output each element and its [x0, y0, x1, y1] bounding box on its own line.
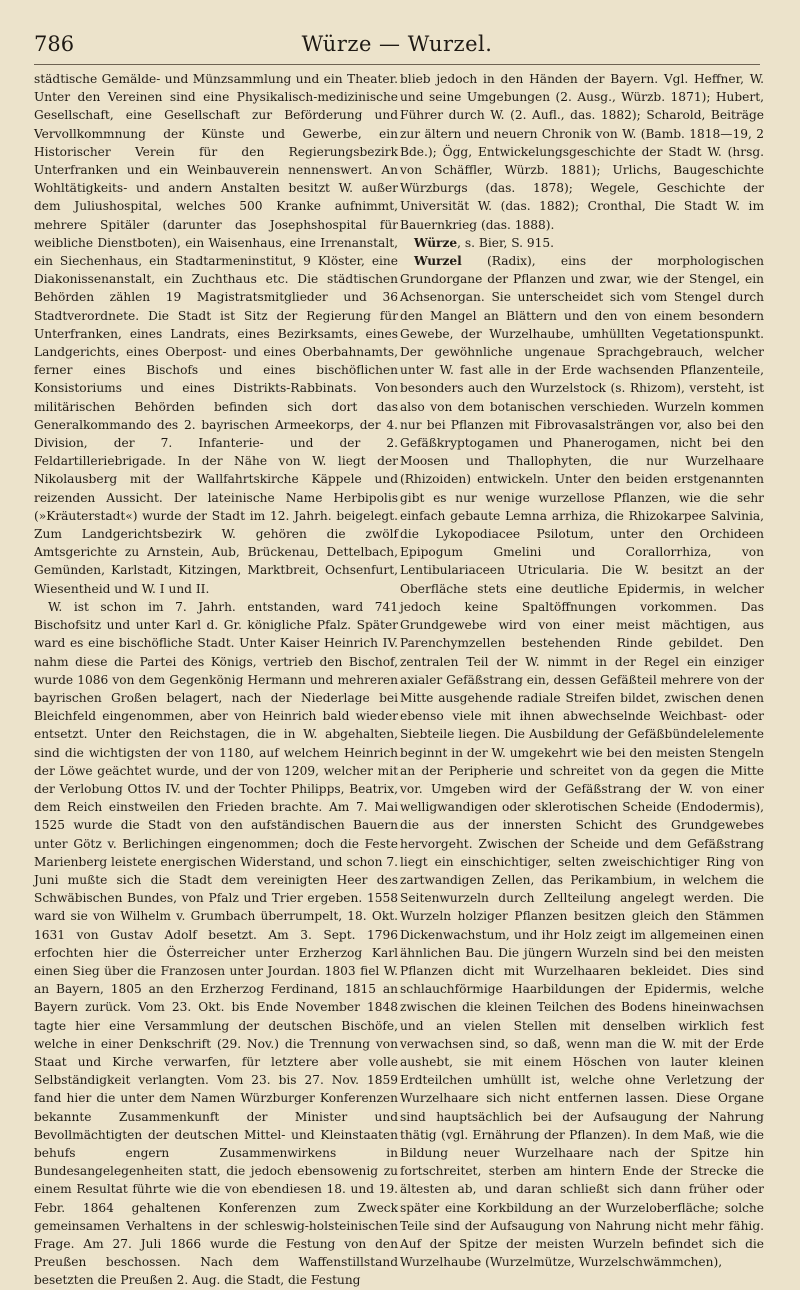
entry-text: , s. Bier, S. 915.	[457, 235, 555, 250]
entry-wuerze	[400, 234, 764, 252]
paragraph: städtische Gemälde- und Münzsammlung und ein Theater. Unter den Vereinen sind eine Physikalisch-medizinische Gesellschaft, eine Gesellschaft zur Beförderung und Vervollkommnung der Künste und Gewerbe, ein Historischer Verein für den Regierungsbezirk Unterfranken und ein Weinbauverein nennenswert. An Wohltätigkeits- und andern Anstalten besitzt W. außer dem Juliushospital, welches 500 Kranke aufnimmt, mehrere Spitäler (darunter das Josephshospital für weibliche Dienstboten), ein Waisenhaus, eine Irrenanstalt, ein Siechenhaus, ein Stadtarmeninstitut, 9 Klöster, eine Diakonissenanstalt, ein Zuchthaus etc. Die städtischen Behörden zählen 19 Magistratsmitglieder und 36 Stadtverordnete. Die Stadt ist Sitz der Regierung für Unterfranken, eines Landrats, eines Bezirksamts, eines Landgerichts, eines Oberpost- und eines Oberbahnamts, ferner eines Bischofs und eines bischöflichen Konsistoriums und eines Distrikts-Rabbinats. Von militärischen Behörden befinden sich dort das Generalkommando des 2. bayrischen Armeekorps, der 4. Division, der 7. Infanterie- und der 2. Feldartilleriebrigade. In der Nähe von W. liegt der Nikolausberg mit der Wallfahrtskirche Käppele und reizenden Aussicht. Der lateinische Name Herbipolis (»Kräuterstadt«) wurde der Stadt im 12. Jahrh. beigelegt. Zum Landgerichtsbezirk W. gehören die zwölf Amtsgerichte zu Arnstein, Aub, Brückenau, Dettelbach, Gemünden, Karlstadt, Kitzingen, Marktbreit, Ochsenfurt, Wiesentheid und W. I und II.	[34, 72, 398, 596]
paragraph: W. ist schon im 7. Jahrh. entstanden, ward 741 Bischofsitz und unter Karl d. Gr. königliche Pfalz. Später ward es eine bischöfliche Stadt. Unter Kaiser Heinrich IV. nahm diese die Partei des Königs, vertrieb den Bischof, wurde 1086 von dem Gegenkönig Hermann und mehreren bayrischen Großen belagert, nach der Niederlage bei Bleichfeld eingenommen, aber von Heinrich bald wieder entsetzt. Unter den Reichstagen, die in W. abgehalten, sind die wichtigsten der von 1180, auf welchem Heinrich der Löwe geächtet wurde, und der von 1209, welcher mit der Verlobung Ottos IV. und der Tochter Philipps, Beatrix, dem Reich einstweilen den Frieden brachte. Am 7. Mai 1525 wurde die Stadt von den aufständischen Bauern unter Götz v. Berlichingen eingenommen; doch die Feste Marienberg leistete energischen Widerstand, und schon 7. Juni mußte sich die Stadt dem vereinigten Heer des Schwäbischen Bundes, von Pfalz und Trier ergeben. 1558 ward sie von Wilhelm v. Grumbach überrumpelt, 18. Okt. 1631 von Gustav Adolf besetzt. Am 3. Sept. 1796 erfochten hier die Österreicher unter Erzherzog Karl einen Sieg über die Franzosen unter Jourdan. 1803 fiel W. an Bayern, 1805 an den Erzherzog Ferdinand, 1815 an Bayern zurück. Vom 23. Okt. bis Ende November 1848 tagte hier eine Versammlung der deutschen Bischöfe, welche in einer Denkschrift (29. Nov.) die Trennung von Staat und Kirche verwarfen, für letztere aber volle Selbständigkeit verlangten. Vom 23. bis 27. Nov. 1859 fand hier die unter dem Namen Würzburger Konferenzen bekannte Zusammenkunft der Minister und Bevollmächtigten der deutschen Mittel- und Kleinstaaten behufs engern Zusammenwirkens in Bundesangelegenheiten statt, die jedoch ebensowenig zu einem Resultat führte wie die von ebendiesen 18. und 19. Febr. 1864 gehaltenen Konferenzen zum Zweck gemeinsamen Verhaltens in der schleswig-holsteinischen Frage. Am 27. Juli 1866 wurde die Festung von den Preußen beschossen. Nach dem Waffenstillstand besetzten die Preußen 2. Aug. die Stadt, die Festung	[34, 599, 398, 1288]
entry-text: (Radix), eins der morphologischen Grundorgane der Pflanzen und zwar, wie der Stengel, ein Achsenorgan. Sie unterscheidet sich vom Stengel durch den Mangel an Blättern und den von einem besondern Gewebe, der Wurzelhaube, umhüllten Vegetationspunkt. Der gewöhnliche ungenaue Sprachgebrauch, welcher unter W. fast alle in der Erde wachsenden Pflanzenteile, besonders auch den Wurzelstock (s. Rhizom), versteht, ist also von dem botanischen verschieden. Wurzeln kommen nur bei Pflanzen mit Fibrovasalsträngen vor, also bei den Gefäßkryptogamen und Phanerogamen, nicht bei den Moosen und Thallophyten, die nur Wurzelhaare (Rhizoiden) entwickeln. Unter den beiden erstgenannten gibt es nur wenige wurzellose Pflanzen, wie die sehr einfach gebaute Lemna arrhiza, die Rhizokarpee Salvinia, die Lykopodiacee Psilotum, unter den Orchideen Epipogum Gmelini und Corallorrhiza, von Lentibulariaceen Utricularia. Die W. besitzt an der Oberfläche stets eine deutliche Epidermis, in welcher jedoch keine Spaltöffnungen vorkommen. Das Grundgewebe wird von einer meist mächtigen, aus Parenchymzellen bestehenden Rinde gebildet. Den zentralen Teil der W. nimmt in der Regel ein einziger axialer Gefäßstrang ein, dessen Gefäßteil mehrere von der Mitte ausgehende radiale Streifen bildet, zwischen denen ebenso viele mit ihnen abwechselnde Weichbast- oder Siebteile liegen. Die Ausbildung der Gefäßbündelelemente beginnt in der W. umgekehrt wie bei den meisten Stengeln an der Peripherie und schreitet von da gegen die Mitte vor. Umgeben wird der Gefäßstrang der W. von einer welligwandigen oder sklerotischen Scheide (Endodermis), die aus der innersten Schicht des Grundgewebes hervorgeht. Zwischen der Scheide und dem Gefäßstrang liegt ein einschichtiger, selten zweischichtiger Ring von zartwandigen Zellen, das Perikambium, in welchem die Seitenwurzeln durch Zellteilung angelegt werden. Die Wurzeln holziger Pflanzen besitzen gleich den Stämmen Dickenwachstum, und ihr Holz zeigt im allgemeinen einen ähnlichen Bau. Die jüngern Wurzeln sind bei den meisten Pflanzen dicht mit Wurzelhaaren bekleidet. Dies sind schlauchförmige Haarbildungen der Epidermis, welche zwischen die kleinen Teilchen des Bodens hineinwachsen und an vielen Stellen mit denselben wirklich fest verwachsen sind, so daß, wenn man die W. mit der Erde aushebt, sie mit einem Höschen von lauter kleinen Erdteilchen umhüllt ist, welche ohne Verletzung der Wurzelhaare sich nicht entfernen lassen. Diese Organe sind hauptsächlich bei der Aufsaugung der Nahrung thätig (vgl. Ernährung der Pflanzen). In dem Maß, wie die Bildung neuer Wurzelhaare nach der Spitze hin fortschreitet, sterben am hintern Ende der Strecke die ältesten ab, und daran schließt sich dann früher oder später eine Korkbildung an der Wurzeloberfläche; solche Teile sind der Aufsaugung von Nahrung nicht mehr fähig. Auf der Spitze der meisten Wurzeln befindet sich die Wurzelhaube (Wurzelmütze, Wurzelschwämmchen),	[400, 254, 764, 1270]
right-column	[400, 70, 764, 1270]
paragraph: blieb jedoch in den Händen der Bayern. Vgl. Heffner, W. und seine Umgebungen (2. Ausg., Würzb. 1871); Hubert, Führer durch W. (2. Aufl., das. 1882); Scharold, Beiträge zur ältern und neuern Chronik von W. (Bamb. 1818—19, 2 Bde.); Ögg, Entwickelungsgeschichte der Stadt W. (hrsg. von Schäffler, Würzb. 1881); Urlichs, Baugeschichte Würzburgs (das. 1878); Wegele, Geschichte der Universität W. (das. 1882); Cronthal, Die Stadt W. im Bauernkrieg (das. 1888).	[400, 72, 764, 232]
left-column	[34, 70, 398, 1288]
entry-wurzel	[400, 252, 764, 1271]
entry-keyword: Wurzel	[414, 254, 462, 269]
entry-keyword: Würze	[414, 235, 458, 250]
running-title: Würze — Wurzel.	[301, 32, 493, 56]
page-number: 786	[34, 32, 75, 56]
page-header	[34, 30, 760, 65]
